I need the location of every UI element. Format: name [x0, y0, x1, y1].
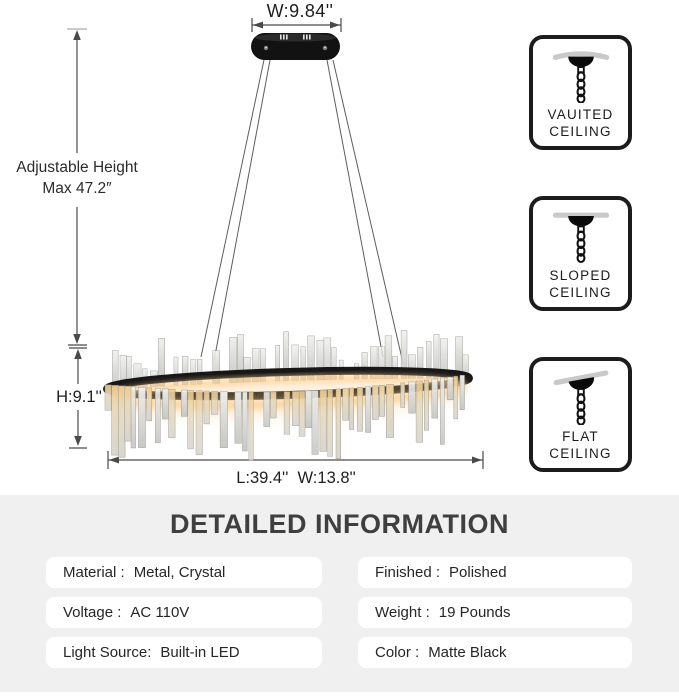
dim-label-body-height: H:9.1'' — [56, 388, 102, 406]
detailed-information-panel — [0, 495, 679, 692]
sloped-ceiling-card — [529, 196, 632, 311]
spec-row-light-source: Light Source: Built-in LED — [46, 637, 322, 668]
spec-row-finished: Finished : Polished — [358, 557, 632, 588]
flat-ceiling-label: FLAT CEILING — [549, 429, 612, 461]
dim-label-adjustable-height-line2: Max 47.2″ — [42, 180, 112, 197]
suspension-wires — [201, 60, 403, 363]
vaulted-ceiling-card — [529, 35, 632, 150]
ceiling-type-cards — [529, 35, 632, 472]
dim-label-adjustable-height-line1: Adjustable Height — [16, 159, 138, 176]
sloped-ceiling-label: SLOPED CEILING — [549, 268, 612, 300]
dim-label-length-width: L:39.4'' W:13.8'' — [236, 469, 356, 487]
section-title: DETAILED INFORMATION — [170, 509, 509, 539]
flat-ceiling-icon — [548, 369, 614, 425]
vaulted-ceiling-label: VAUITED CEILING — [547, 107, 614, 139]
flat-ceiling-card — [529, 357, 632, 472]
vaulted-ceiling-icon — [548, 47, 614, 103]
sloped-ceiling-icon — [548, 208, 614, 264]
spec-row-weight: Weight : 19 Pounds — [358, 597, 632, 628]
ceiling-canopy — [251, 33, 340, 60]
spec-row-material: Material : Metal, Crystal — [46, 557, 322, 588]
dim-label-canopy-width: W:9.84'' — [266, 1, 334, 21]
spec-row-voltage: Voltage : AC 110V — [46, 597, 322, 628]
spec-column-right — [358, 557, 632, 677]
spec-row-color: Color : Matte Black — [358, 637, 632, 668]
spec-column-left — [46, 557, 322, 677]
dim-label-adjustable-height — [1, 157, 153, 199]
